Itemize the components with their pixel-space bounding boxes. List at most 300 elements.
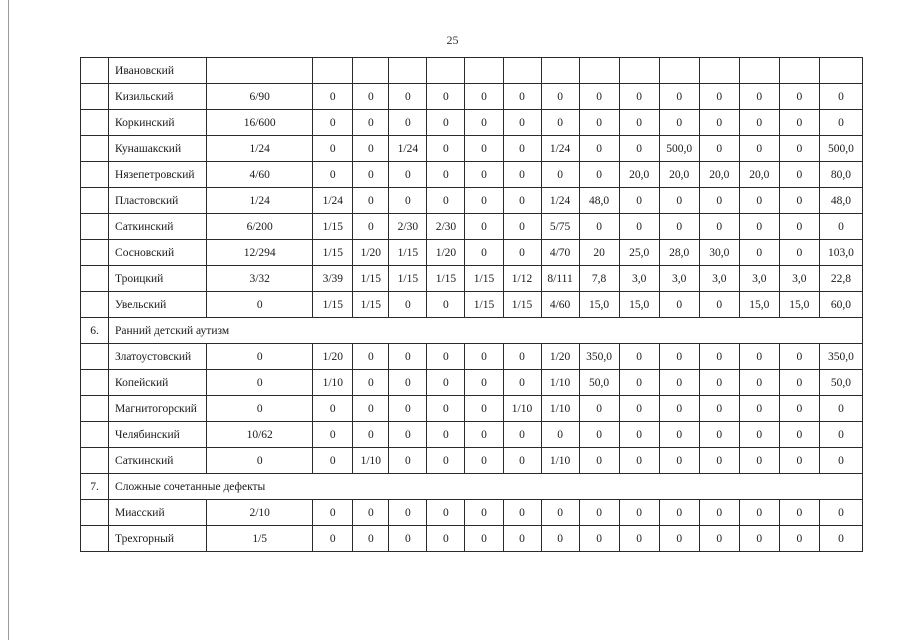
row-number-cell <box>81 136 109 162</box>
value-cell: 0 <box>389 500 427 526</box>
value-cell: 25,0 <box>619 240 659 266</box>
value-cell: 0 <box>579 84 619 110</box>
value-cell: 0 <box>579 162 619 188</box>
value-cell: 0 <box>619 448 659 474</box>
value-cell: 0 <box>541 162 579 188</box>
page-number: 25 <box>446 33 459 47</box>
value-cell: 16/600 <box>207 110 313 136</box>
value-cell: 0 <box>739 370 779 396</box>
value-cell: 0 <box>779 500 819 526</box>
value-cell: 0 <box>503 136 541 162</box>
value-cell: 10/62 <box>207 422 313 448</box>
value-cell: 0 <box>579 526 619 552</box>
value-cell: 7,8 <box>579 266 619 292</box>
value-cell: 0 <box>465 500 503 526</box>
value-cell: 8/111 <box>541 266 579 292</box>
value-cell: 0 <box>389 344 427 370</box>
table-row <box>81 110 863 136</box>
value-cell: 0 <box>739 110 779 136</box>
value-cell: 0 <box>465 422 503 448</box>
district-name-cell: Копейский <box>109 370 207 396</box>
district-name-cell: Саткинский <box>109 214 207 240</box>
value-cell: 0 <box>465 240 503 266</box>
table-body <box>81 58 863 552</box>
value-cell: 0 <box>207 396 313 422</box>
district-name-cell: Сосновский <box>109 240 207 266</box>
value-cell: 103,0 <box>819 240 862 266</box>
value-cell: 0 <box>659 370 699 396</box>
value-cell: 0 <box>699 84 739 110</box>
value-cell: 1/15 <box>465 292 503 318</box>
data-table <box>80 57 863 552</box>
value-cell: 2/30 <box>427 214 465 240</box>
value-cell: 0 <box>465 188 503 214</box>
row-number-cell <box>81 214 109 240</box>
value-cell: 1/20 <box>313 344 353 370</box>
value-cell: 0 <box>353 162 389 188</box>
value-cell: 0 <box>389 370 427 396</box>
value-cell: 0 <box>699 370 739 396</box>
table-row <box>81 526 863 552</box>
value-cell: 0 <box>313 396 353 422</box>
value-cell: 0 <box>427 344 465 370</box>
value-cell: 20 <box>579 240 619 266</box>
value-cell <box>427 58 465 84</box>
value-cell: 0 <box>659 422 699 448</box>
value-cell: 0 <box>389 188 427 214</box>
value-cell: 0 <box>503 188 541 214</box>
district-name-cell: Троицкий <box>109 266 207 292</box>
district-name-cell: Ивановский <box>109 58 207 84</box>
value-cell: 0 <box>699 136 739 162</box>
table-row <box>81 214 863 240</box>
district-name-cell: Пластовский <box>109 188 207 214</box>
value-cell: 0 <box>389 292 427 318</box>
value-cell <box>465 58 503 84</box>
value-cell: 0 <box>579 136 619 162</box>
value-cell: 0 <box>427 110 465 136</box>
value-cell: 0 <box>779 370 819 396</box>
value-cell: 3,0 <box>619 266 659 292</box>
value-cell: 0 <box>619 110 659 136</box>
value-cell: 0 <box>353 422 389 448</box>
value-cell: 0 <box>739 396 779 422</box>
value-cell: 0 <box>503 448 541 474</box>
value-cell: 1/5 <box>207 526 313 552</box>
value-cell: 4/70 <box>541 240 579 266</box>
value-cell: 0 <box>779 214 819 240</box>
value-cell: 0 <box>313 84 353 110</box>
value-cell: 1/15 <box>353 266 389 292</box>
value-cell: 48,0 <box>819 188 862 214</box>
value-cell: 0 <box>659 110 699 136</box>
district-name-cell: Трехгорный <box>109 526 207 552</box>
value-cell: 0 <box>465 84 503 110</box>
value-cell: 1/24 <box>389 136 427 162</box>
value-cell: 3,0 <box>739 266 779 292</box>
value-cell: 0 <box>465 396 503 422</box>
value-cell: 0 <box>207 292 313 318</box>
row-number-cell <box>81 344 109 370</box>
value-cell: 0 <box>699 110 739 136</box>
value-cell: 0 <box>819 422 862 448</box>
value-cell: 0 <box>389 396 427 422</box>
value-cell: 0 <box>619 188 659 214</box>
value-cell: 0 <box>739 214 779 240</box>
table-row <box>81 266 863 292</box>
value-cell: 0 <box>659 84 699 110</box>
value-cell <box>389 58 427 84</box>
value-cell: 0 <box>503 422 541 448</box>
value-cell <box>353 58 389 84</box>
value-cell: 0 <box>389 422 427 448</box>
value-cell: 1/15 <box>313 214 353 240</box>
value-cell: 0 <box>659 396 699 422</box>
value-cell: 0 <box>353 188 389 214</box>
value-cell: 0 <box>739 526 779 552</box>
value-cell: 0 <box>389 84 427 110</box>
value-cell: 0 <box>427 292 465 318</box>
value-cell: 1/15 <box>353 292 389 318</box>
value-cell: 48,0 <box>579 188 619 214</box>
value-cell: 1/15 <box>389 266 427 292</box>
value-cell: 0 <box>353 526 389 552</box>
row-number-cell <box>81 188 109 214</box>
value-cell: 0 <box>541 84 579 110</box>
row-number-cell <box>81 84 109 110</box>
section-title: Сложные сочетанные дефекты <box>109 474 863 500</box>
value-cell: 0 <box>389 110 427 136</box>
district-name-cell: Миасский <box>109 500 207 526</box>
value-cell: 0 <box>699 214 739 240</box>
value-cell: 3,0 <box>659 266 699 292</box>
table-row <box>81 370 863 396</box>
value-cell: 0 <box>739 84 779 110</box>
value-cell <box>207 58 313 84</box>
row-number-cell <box>81 370 109 396</box>
value-cell: 0 <box>739 500 779 526</box>
value-cell: 0 <box>739 422 779 448</box>
value-cell: 3/39 <box>313 266 353 292</box>
value-cell: 15,0 <box>739 292 779 318</box>
table-row <box>81 448 863 474</box>
value-cell: 2/10 <box>207 500 313 526</box>
table-row <box>81 84 863 110</box>
value-cell: 0 <box>619 500 659 526</box>
section-title: Ранний детский аутизм <box>109 318 863 344</box>
value-cell: 0 <box>579 422 619 448</box>
value-cell: 0 <box>541 526 579 552</box>
value-cell: 1/24 <box>541 188 579 214</box>
value-cell <box>819 58 862 84</box>
value-cell: 0 <box>619 396 659 422</box>
district-name-cell: Нязепетровский <box>109 162 207 188</box>
value-cell: 0 <box>465 344 503 370</box>
value-cell: 0 <box>819 110 862 136</box>
value-cell: 0 <box>619 422 659 448</box>
value-cell: 0 <box>779 448 819 474</box>
value-cell <box>779 58 819 84</box>
value-cell: 0 <box>427 84 465 110</box>
value-cell: 1/10 <box>503 396 541 422</box>
value-cell <box>503 58 541 84</box>
value-cell: 0 <box>389 526 427 552</box>
row-number-cell <box>81 526 109 552</box>
value-cell: 0 <box>465 162 503 188</box>
value-cell: 0 <box>207 448 313 474</box>
value-cell: 0 <box>779 422 819 448</box>
value-cell: 20,0 <box>739 162 779 188</box>
value-cell: 0 <box>739 188 779 214</box>
table-row <box>81 188 863 214</box>
district-name-cell: Челябинский <box>109 422 207 448</box>
value-cell: 0 <box>427 500 465 526</box>
value-cell: 0 <box>541 500 579 526</box>
value-cell: 0 <box>503 162 541 188</box>
value-cell: 50,0 <box>579 370 619 396</box>
value-cell: 0 <box>465 370 503 396</box>
district-name-cell: Кизильский <box>109 84 207 110</box>
value-cell: 0 <box>819 214 862 240</box>
value-cell: 0 <box>503 500 541 526</box>
value-cell: 3,0 <box>699 266 739 292</box>
value-cell: 0 <box>699 500 739 526</box>
value-cell: 0 <box>465 214 503 240</box>
value-cell: 0 <box>659 526 699 552</box>
value-cell: 0 <box>353 84 389 110</box>
value-cell: 0 <box>465 136 503 162</box>
value-cell: 60,0 <box>819 292 862 318</box>
value-cell: 0 <box>779 84 819 110</box>
value-cell: 1/20 <box>541 344 579 370</box>
value-cell: 3,0 <box>779 266 819 292</box>
left-margin-rule <box>8 0 9 640</box>
value-cell: 0 <box>699 422 739 448</box>
value-cell: 0 <box>619 84 659 110</box>
value-cell: 0 <box>353 396 389 422</box>
table-row <box>81 500 863 526</box>
value-cell: 0 <box>739 448 779 474</box>
value-cell: 5/75 <box>541 214 579 240</box>
row-number-cell <box>81 292 109 318</box>
value-cell: 0 <box>503 526 541 552</box>
value-cell: 0 <box>819 84 862 110</box>
value-cell <box>659 58 699 84</box>
row-number-cell <box>81 240 109 266</box>
table-row <box>81 58 863 84</box>
value-cell: 0 <box>779 344 819 370</box>
value-cell <box>619 58 659 84</box>
value-cell: 0 <box>503 110 541 136</box>
value-cell: 0 <box>779 188 819 214</box>
value-cell: 0 <box>313 422 353 448</box>
value-cell: 0 <box>619 370 659 396</box>
value-cell: 0 <box>353 370 389 396</box>
value-cell: 0 <box>503 214 541 240</box>
value-cell: 0 <box>779 136 819 162</box>
value-cell: 0 <box>699 448 739 474</box>
value-cell: 1/10 <box>313 370 353 396</box>
value-cell: 0 <box>427 162 465 188</box>
value-cell: 0 <box>699 344 739 370</box>
row-number-cell <box>81 110 109 136</box>
value-cell: 80,0 <box>819 162 862 188</box>
row-number-cell <box>81 162 109 188</box>
value-cell: 0 <box>699 396 739 422</box>
value-cell: 0 <box>353 136 389 162</box>
row-number-cell <box>81 422 109 448</box>
value-cell: 22,8 <box>819 266 862 292</box>
value-cell: 0 <box>579 110 619 136</box>
district-name-cell: Увельский <box>109 292 207 318</box>
value-cell: 0 <box>779 240 819 266</box>
value-cell: 20,0 <box>619 162 659 188</box>
value-cell: 0 <box>619 526 659 552</box>
table-row <box>81 396 863 422</box>
value-cell: 0 <box>313 500 353 526</box>
value-cell: 350,0 <box>819 344 862 370</box>
table-row <box>81 136 863 162</box>
value-cell: 0 <box>313 136 353 162</box>
table-row <box>81 292 863 318</box>
district-name-cell: Коркинский <box>109 110 207 136</box>
district-name-cell: Златоустовский <box>109 344 207 370</box>
value-cell: 1/24 <box>207 136 313 162</box>
value-cell: 0 <box>659 188 699 214</box>
value-cell: 2/30 <box>389 214 427 240</box>
value-cell: 1/15 <box>313 292 353 318</box>
value-cell: 1/24 <box>541 136 579 162</box>
value-cell: 0 <box>619 214 659 240</box>
table-row <box>81 240 863 266</box>
value-cell: 0 <box>427 448 465 474</box>
value-cell: 0 <box>353 214 389 240</box>
value-cell: 0 <box>659 448 699 474</box>
value-cell: 0 <box>313 448 353 474</box>
value-cell: 0 <box>659 292 699 318</box>
value-cell: 1/10 <box>541 448 579 474</box>
value-cell: 20,0 <box>699 162 739 188</box>
value-cell: 1/15 <box>465 266 503 292</box>
value-cell: 0 <box>427 136 465 162</box>
value-cell: 0 <box>503 240 541 266</box>
value-cell: 0 <box>503 84 541 110</box>
row-number-cell <box>81 396 109 422</box>
value-cell <box>313 58 353 84</box>
value-cell: 0 <box>427 370 465 396</box>
value-cell: 1/15 <box>313 240 353 266</box>
value-cell: 0 <box>659 344 699 370</box>
value-cell: 0 <box>353 344 389 370</box>
value-cell: 0 <box>779 162 819 188</box>
value-cell: 0 <box>427 526 465 552</box>
value-cell: 0 <box>739 344 779 370</box>
value-cell: 0 <box>619 344 659 370</box>
value-cell: 15,0 <box>779 292 819 318</box>
district-name-cell: Саткинский <box>109 448 207 474</box>
value-cell: 500,0 <box>659 136 699 162</box>
value-cell: 12/294 <box>207 240 313 266</box>
value-cell: 0 <box>503 370 541 396</box>
value-cell: 0 <box>389 162 427 188</box>
value-cell: 0 <box>819 526 862 552</box>
value-cell: 0 <box>579 448 619 474</box>
value-cell: 0 <box>541 422 579 448</box>
table-row <box>81 344 863 370</box>
table-row <box>81 162 863 188</box>
value-cell: 0 <box>389 448 427 474</box>
value-cell: 0 <box>579 396 619 422</box>
value-cell: 0 <box>465 110 503 136</box>
value-cell: 0 <box>579 214 619 240</box>
row-number-cell <box>81 266 109 292</box>
value-cell <box>579 58 619 84</box>
value-cell: 1/10 <box>353 448 389 474</box>
section-number: 6. <box>81 318 109 344</box>
value-cell: 0 <box>465 526 503 552</box>
value-cell: 0 <box>739 136 779 162</box>
value-cell: 0 <box>659 214 699 240</box>
value-cell: 1/24 <box>313 188 353 214</box>
section-row <box>81 318 863 344</box>
value-cell: 0 <box>353 110 389 136</box>
value-cell: 0 <box>427 422 465 448</box>
table-row <box>81 422 863 448</box>
value-cell <box>541 58 579 84</box>
district-name-cell: Кунашакский <box>109 136 207 162</box>
value-cell: 0 <box>465 448 503 474</box>
value-cell: 1/15 <box>389 240 427 266</box>
value-cell: 0 <box>819 500 862 526</box>
value-cell: 0 <box>779 396 819 422</box>
section-row <box>81 474 863 500</box>
value-cell: 1/10 <box>541 396 579 422</box>
value-cell: 3/32 <box>207 266 313 292</box>
value-cell: 0 <box>699 292 739 318</box>
value-cell: 0 <box>353 500 389 526</box>
section-number: 7. <box>81 474 109 500</box>
value-cell: 0 <box>739 240 779 266</box>
value-cell: 0 <box>503 344 541 370</box>
row-number-cell <box>81 448 109 474</box>
value-cell: 1/24 <box>207 188 313 214</box>
value-cell: 0 <box>313 526 353 552</box>
value-cell: 50,0 <box>819 370 862 396</box>
value-cell: 1/20 <box>427 240 465 266</box>
value-cell: 0 <box>207 370 313 396</box>
value-cell: 20,0 <box>659 162 699 188</box>
value-cell: 30,0 <box>699 240 739 266</box>
value-cell: 0 <box>579 500 619 526</box>
value-cell: 0 <box>699 188 739 214</box>
value-cell: 0 <box>541 110 579 136</box>
value-cell: 0 <box>619 136 659 162</box>
value-cell: 0 <box>659 500 699 526</box>
row-number-cell <box>81 500 109 526</box>
value-cell: 6/200 <box>207 214 313 240</box>
value-cell: 0 <box>427 396 465 422</box>
value-cell: 0 <box>427 188 465 214</box>
value-cell: 0 <box>819 448 862 474</box>
value-cell: 15,0 <box>619 292 659 318</box>
value-cell: 4/60 <box>541 292 579 318</box>
value-cell: 4/60 <box>207 162 313 188</box>
value-cell: 0 <box>819 396 862 422</box>
value-cell: 1/10 <box>541 370 579 396</box>
value-cell: 0 <box>779 110 819 136</box>
value-cell: 1/15 <box>427 266 465 292</box>
value-cell: 0 <box>313 110 353 136</box>
